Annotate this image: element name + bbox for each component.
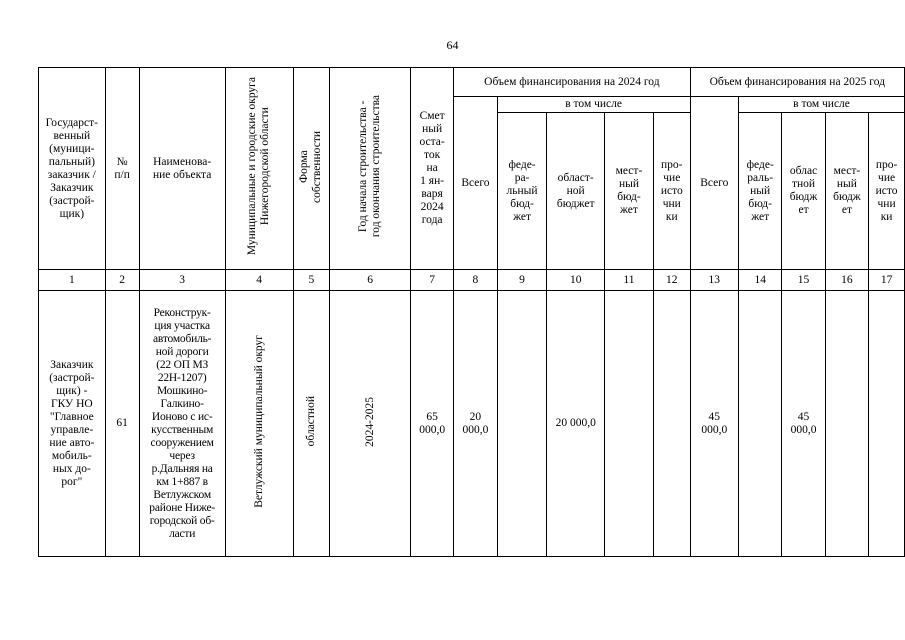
header-customer: Государст- венный (муници- пальный) заказчик / Заказчик (застрой- щик) — [39, 68, 106, 270]
header-local-2024: мест- ный бюд- жет — [604, 113, 653, 270]
col-number-12: 12 — [653, 270, 690, 291]
cell-federal-2025 — [739, 291, 782, 557]
header-other-2024: про- чие исто чни ки — [653, 113, 690, 270]
cell-object-name: Реконструк- ция участка автомобиль- ной дороги (22 ОП МЗ 22Н-1207) Мошкино- Галкино- Ионово с ис- кусственным сооружением через р.Дальняя на км 1+887 в Ветлужском районе Ниже- городской об- ласти — [139, 291, 225, 557]
header-including-2024: в том числе — [497, 97, 690, 113]
header-financing-2025: Объем финансирования на 2025 год — [690, 68, 904, 97]
cell-years-wrap — [330, 291, 411, 557]
cell-federal-2024 — [497, 291, 547, 557]
col-number-10: 10 — [547, 270, 605, 291]
header-regional-2025: облас тной бюдж ет — [782, 113, 825, 270]
cell-ownership-wrap — [293, 291, 329, 557]
cell-number: 61 — [105, 291, 139, 557]
col-number-3: 3 — [139, 270, 225, 291]
header-object-name: Наименова- ние объекта — [139, 68, 225, 270]
header-federal-2025: феде- раль- ный бюд- жет — [739, 113, 782, 270]
financing-table — [38, 67, 905, 557]
col-number-9: 9 — [497, 270, 547, 291]
cell-years: 2024-2025 — [363, 396, 376, 447]
cell-estimated-remainder: 65 000,0 — [411, 291, 454, 557]
cell-local-2024 — [604, 291, 653, 557]
header-district-cell — [225, 68, 293, 270]
header-years-cell — [330, 68, 411, 270]
col-number-2: 2 — [105, 270, 139, 291]
header-ownership: Форма собственности — [298, 130, 324, 203]
header-other-2025: про- чие исто чни ки — [869, 113, 905, 270]
table-row — [39, 291, 905, 557]
col-number-1: 1 — [39, 270, 106, 291]
col-number-11: 11 — [604, 270, 653, 291]
col-number-8: 8 — [454, 270, 497, 291]
col-number-6: 6 — [330, 270, 411, 291]
cell-other-2024 — [653, 291, 690, 557]
col-number-15: 15 — [782, 270, 825, 291]
header-total-2024: Всего — [454, 97, 497, 270]
col-number-5: 5 — [293, 270, 329, 291]
cell-local-2025 — [825, 291, 868, 557]
header-estimated-remainder: Смет ный оста- ток на 1 ян- варя 2024 года — [411, 68, 454, 270]
page-number: 64 — [446, 38, 459, 52]
cell-ownership: областной — [304, 396, 317, 447]
cell-customer: Заказчик (застрой- щик) - ГКУ НО "Главное управле- ние авто- мобиль- ных до- рог" — [39, 291, 106, 557]
cell-other-2025 — [869, 291, 905, 557]
header-regional-2024: област- ной бюджет — [547, 113, 605, 270]
header-local-2025: мест- ный бюдж ет — [825, 113, 868, 270]
col-number-13: 13 — [690, 270, 738, 291]
header-total-2025: Всего — [690, 97, 738, 270]
col-number-14: 14 — [739, 270, 782, 291]
col-number-7: 7 — [411, 270, 454, 291]
header-including-2025: в том числе — [739, 97, 905, 113]
col-number-17: 17 — [869, 270, 905, 291]
header-federal-2024: феде- ра- льный бюд- жет — [497, 113, 547, 270]
header-years: Год начала строительства - год окончания строительства — [357, 95, 383, 238]
header-ownership-cell — [293, 68, 329, 270]
col-number-16: 16 — [825, 270, 868, 291]
cell-regional-2025: 45 000,0 — [782, 291, 825, 557]
cell-district-wrap — [225, 291, 293, 557]
cell-regional-2024: 20 000,0 — [547, 291, 605, 557]
header-financing-2024: Объем финансирования на 2024 год — [454, 68, 690, 97]
header-district: Муниципальные и городские округа Нижегородской области — [246, 77, 272, 256]
cell-total-2025: 45 000,0 — [690, 291, 738, 557]
cell-district: Ветлужский муниципальный округ — [252, 335, 265, 508]
col-number-4: 4 — [225, 270, 293, 291]
header-number: № п/п — [105, 68, 139, 270]
cell-total-2024: 20 000,0 — [454, 291, 497, 557]
